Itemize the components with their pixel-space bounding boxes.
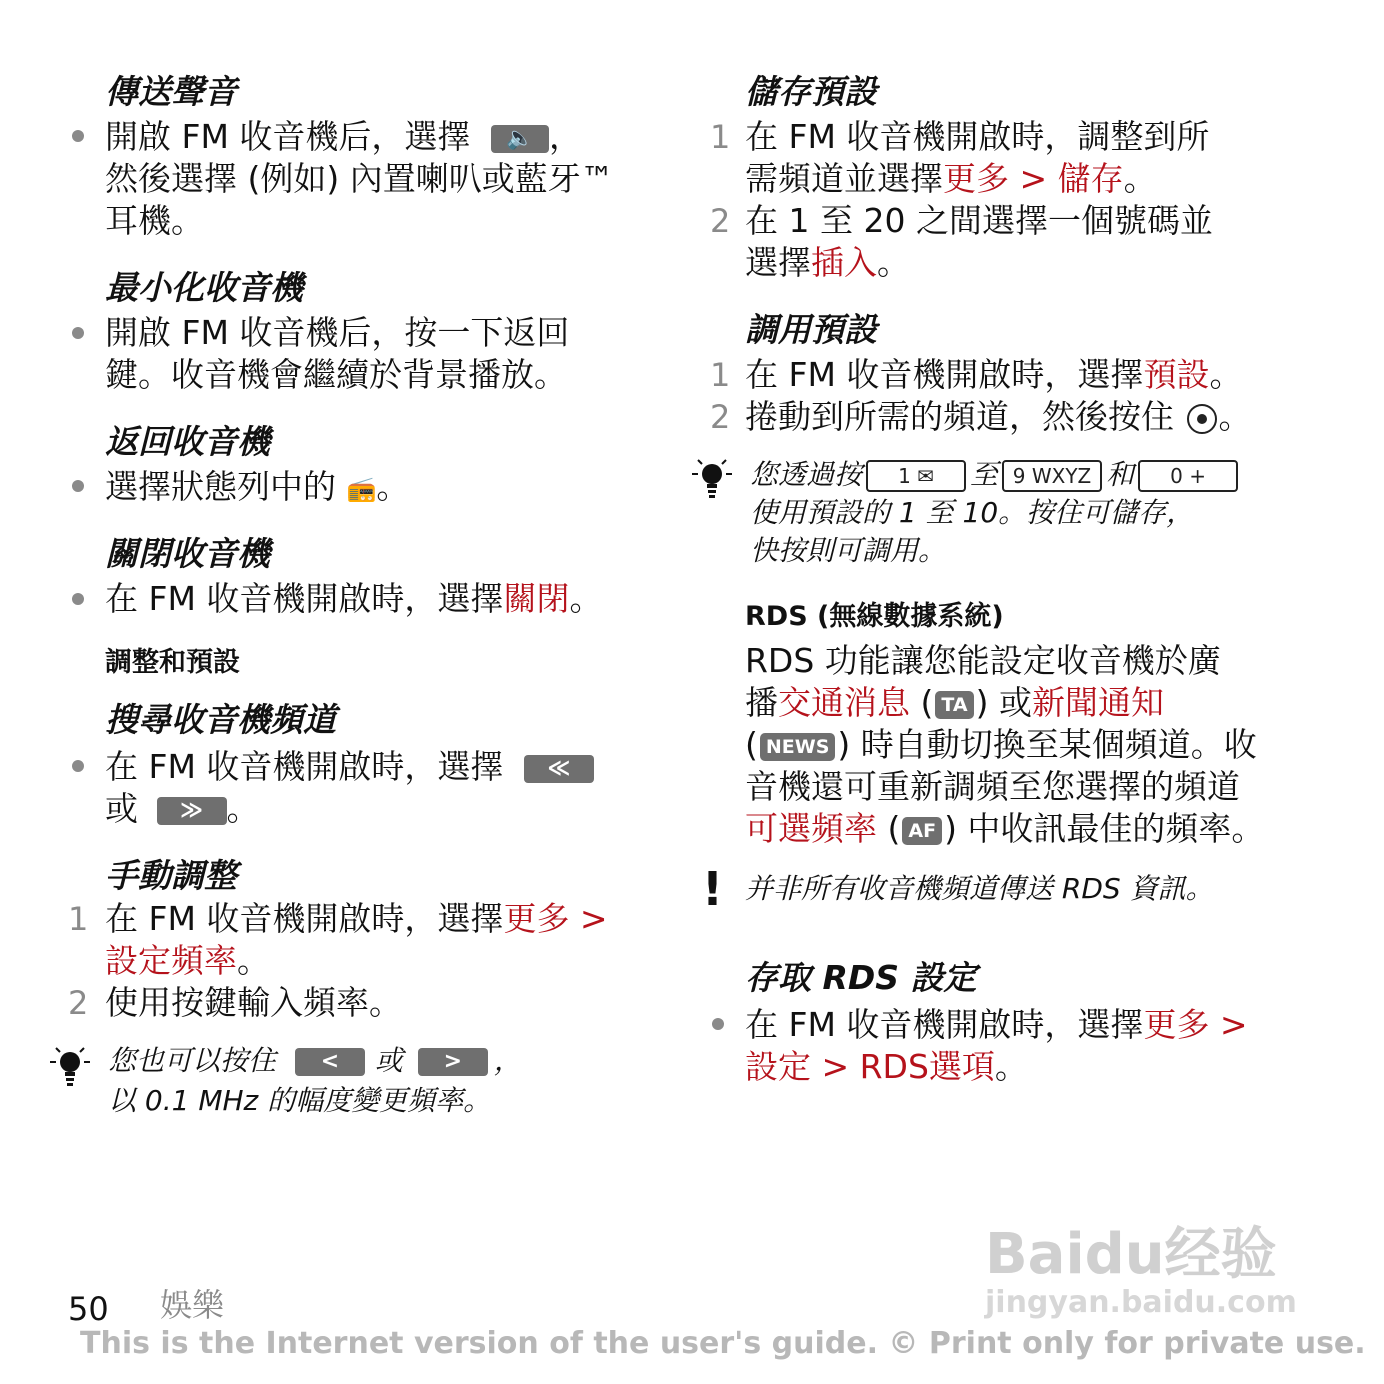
disclaimer: This is the Internet version of the user's guide. © Print only for private use.	[80, 1326, 1366, 1361]
text-segment: ) 或	[975, 683, 1032, 722]
text-segment: 。	[994, 1047, 1028, 1086]
text-line	[745, 724, 1257, 766]
heading-save-preset: 儲存預設	[745, 72, 877, 111]
text-segment: 在 FM 收音機開啟時，選擇	[105, 747, 504, 786]
menu-term: 設定頻率	[105, 941, 237, 980]
page-number: 50	[68, 1290, 109, 1328]
text-line	[105, 116, 582, 158]
text-segment: 選擇狀態列中的	[105, 467, 336, 506]
baidu-watermark-logo: Baidu经验	[985, 1222, 1277, 1287]
menu-term: 可選頻率	[745, 809, 877, 848]
heading-return-radio: 返回收音機	[105, 422, 270, 461]
section-name: 娛樂	[160, 1286, 225, 1324]
text-segment: (	[887, 809, 901, 848]
text-line	[105, 898, 608, 940]
text-segment: 或	[374, 1044, 403, 1077]
menu-term: 更多 >	[503, 899, 608, 938]
text-segment: 在 FM 收音機開啟時，選擇	[745, 355, 1144, 394]
menu-term: 更多 > 儲存	[943, 159, 1124, 198]
bullet	[72, 327, 84, 339]
text-segment: 您透過按	[750, 458, 863, 491]
text-line: RDS 功能讓您能設定收音機於廣	[745, 641, 1221, 680]
menu-term: 更多 >	[1143, 1005, 1248, 1044]
text-segment: 。	[376, 467, 410, 506]
navigation-key-icon	[1187, 404, 1217, 434]
text-segment: 。	[877, 243, 910, 282]
text-segment: 和	[1106, 458, 1135, 491]
text-line: 使用按鍵輸入頻率。	[105, 983, 402, 1022]
text-segment: 捲動到所需的頻道，然後按住	[745, 397, 1174, 436]
nav-right-icon: >	[418, 1048, 488, 1076]
text-line	[105, 788, 260, 830]
text-segment: 。	[226, 789, 260, 828]
step-number: 1	[68, 900, 89, 938]
text-segment: (	[745, 725, 758, 764]
text-segment: 需頻道並選擇	[745, 159, 943, 198]
text-line	[745, 354, 1242, 396]
tip-line: 以 0.1 MHz 的幅度變更頻率。	[108, 1084, 492, 1117]
text-segment: ) 中收訊最佳的頻率。	[944, 809, 1265, 848]
nav-left-icon: <	[295, 1048, 365, 1076]
heading-close-radio: 關閉收音機	[105, 534, 270, 573]
text-segment: ，	[493, 1044, 522, 1077]
news-badge-icon: NEWS	[760, 733, 836, 761]
step-number: 2	[710, 202, 731, 240]
text-line	[105, 578, 602, 620]
text-line: 鍵。收音機會繼續於背景播放。	[105, 355, 567, 394]
bullet	[72, 480, 84, 492]
step-number: 1	[710, 118, 731, 156]
step-number: 2	[68, 984, 89, 1022]
text-line	[745, 242, 910, 284]
text-segment: 或	[105, 789, 138, 828]
text-segment: (	[920, 683, 934, 722]
text-segment: 。	[1218, 397, 1252, 436]
text-segment: 至	[970, 458, 999, 491]
menu-term: 插入	[811, 243, 877, 282]
text-segment: ) 時自動切換至某個頻道。收	[837, 725, 1257, 764]
menu-term: 交通消息	[778, 683, 910, 722]
text-line	[745, 682, 1164, 724]
text-segment: ，	[548, 117, 582, 156]
heading-send-sound: 傳送聲音	[105, 72, 237, 111]
heading-minimize-radio: 最小化收音機	[105, 268, 303, 307]
menu-term: 新聞通知	[1031, 683, 1164, 722]
text-line	[745, 396, 1252, 438]
menu-term: 設定 > RDS選項	[745, 1047, 995, 1086]
text-line	[105, 466, 409, 510]
heading-manual-tune: 手動調整	[105, 856, 237, 895]
bullet	[72, 760, 84, 772]
text-line: 然後選擇 (例如) 內置喇叭或藍牙™	[105, 159, 614, 198]
speaker-icon: 🔈	[491, 125, 549, 153]
text-line	[745, 808, 1264, 850]
text-segment: 在 FM 收音機開啟時，選擇	[105, 899, 504, 938]
text-segment: 。	[1209, 355, 1243, 394]
seek-back-icon: ≪	[524, 755, 594, 783]
tip-line: 使用預設的 1 至 10。按住可儲存，	[750, 496, 1195, 529]
step-number: 1	[710, 356, 731, 394]
tip-line	[750, 456, 1242, 494]
text-segment: 在 FM 收音機開啟時，選擇	[745, 1005, 1144, 1044]
bullet	[72, 130, 84, 142]
radio-status-icon: 📻	[346, 474, 377, 503]
text-line: 開啟 FM 收音機后，按一下返回	[105, 313, 570, 352]
ta-badge-icon: TA	[935, 691, 973, 719]
text-segment: 。	[569, 579, 603, 618]
heading-rds-settings: 存取 RDS 設定	[745, 958, 977, 997]
text-segment: 播	[745, 683, 778, 722]
step-number: 2	[710, 398, 731, 436]
text-line	[105, 746, 594, 788]
key-1-icon: 1 ✉	[866, 460, 966, 492]
heading-recall-preset: 調用預設	[745, 310, 877, 349]
key-9-icon: 9 WXYZ	[1002, 460, 1102, 492]
text-line	[745, 158, 1157, 200]
text-line	[105, 940, 270, 982]
bullet	[712, 1018, 724, 1030]
menu-term: 預設	[1143, 355, 1210, 394]
text-segment: 在 FM 收音機開啟時，選擇	[105, 579, 504, 618]
text-line: 耳機。	[105, 201, 204, 240]
tip-line	[108, 1042, 522, 1080]
text-segment: 您也可以按住	[108, 1044, 277, 1077]
lightbulb-tip-icon	[48, 1044, 92, 1092]
key-0-icon: 0 +	[1138, 460, 1238, 492]
baidu-watermark-url: jingyan.baidu.com	[985, 1285, 1297, 1320]
text-line: 在 FM 收音機開啟時，調整到所	[745, 117, 1210, 156]
af-badge-icon: AF	[902, 817, 942, 845]
text-segment: 選擇	[745, 243, 811, 282]
text-line	[745, 1046, 1028, 1088]
warning-exclamation-icon: !	[702, 862, 723, 916]
text-line: 音機還可重新調頻至您選擇的頻道	[745, 767, 1240, 806]
heading-tune-preset: 調整和預設	[105, 647, 240, 678]
lightbulb-tip-icon	[690, 456, 734, 504]
heading-search-channel: 搜尋收音機頻道	[105, 700, 336, 739]
text-line	[745, 1004, 1248, 1046]
text-segment: 。	[1123, 159, 1157, 198]
text-segment: 開啟 FM 收音機后，選擇	[105, 117, 471, 156]
text-segment: 。	[237, 941, 270, 980]
menu-term: 關閉	[503, 579, 570, 618]
text-line: 在 1 至 20 之間選擇一個號碼並	[745, 201, 1213, 240]
bullet	[72, 593, 84, 605]
seek-forward-icon: ≫	[157, 797, 227, 825]
tip-line: 快按則可調用。	[750, 534, 947, 567]
note-line: 并非所有收音機頻道傳送 RDS 資訊。	[745, 872, 1214, 905]
heading-rds: RDS (無線數據系統)	[745, 601, 1004, 632]
